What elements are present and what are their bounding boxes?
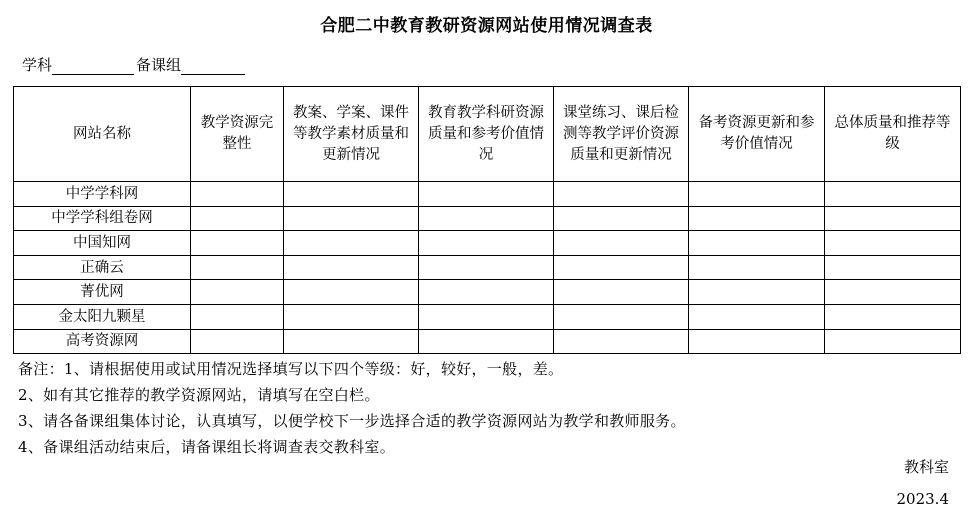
table-header-row (14, 87, 961, 182)
rating-cell[interactable] (689, 231, 825, 256)
table-row (14, 231, 961, 256)
site-name-cell: 正确云 (14, 255, 191, 280)
rating-cell[interactable] (825, 304, 961, 329)
rating-cell[interactable] (191, 231, 284, 256)
rating-cell[interactable] (419, 182, 554, 207)
rating-cell[interactable] (825, 206, 961, 231)
rating-cell[interactable] (191, 255, 284, 280)
rating-cell[interactable] (689, 182, 825, 207)
rating-cell[interactable] (284, 280, 419, 305)
site-name-cell: 中学学科组卷网 (14, 206, 191, 231)
rating-cell[interactable] (554, 255, 689, 280)
site-name-cell: 中学学科网 (14, 182, 191, 207)
header-materials: 教案、学案、课件等教学素材质量和更新情况 (284, 87, 419, 182)
rating-cell[interactable] (825, 329, 961, 354)
header-completeness: 教学资源完整性 (191, 87, 284, 182)
subject-blank (52, 58, 134, 75)
rating-cell[interactable] (554, 329, 689, 354)
group-label: 备课组 (136, 56, 182, 74)
rating-cell[interactable] (284, 182, 419, 207)
table-row (14, 280, 961, 305)
page-title: 合肥二中教育教研资源网站使用情况调查表 (320, 16, 653, 36)
subject-label: 学科 (22, 56, 53, 74)
issue-date: 2023.4 (896, 490, 949, 508)
rating-cell[interactable] (419, 280, 554, 305)
rating-cell[interactable] (689, 255, 825, 280)
rating-cell[interactable] (554, 280, 689, 305)
survey-table (13, 86, 961, 354)
rating-cell[interactable] (284, 329, 419, 354)
rating-cell[interactable] (191, 280, 284, 305)
header-exam-prep: 备考资源更新和参考价值情况 (689, 87, 825, 182)
rating-cell[interactable] (689, 304, 825, 329)
note-line-2: 2、如有其它推荐的教学资源网站，请填写在空白栏。 (18, 386, 380, 404)
rating-cell[interactable] (284, 231, 419, 256)
rating-cell[interactable] (191, 304, 284, 329)
rating-cell[interactable] (419, 206, 554, 231)
note-line-3: 3、请各备课组集体讨论，认真填写，以便学校下一步选择合适的教学资源网站为教学和教师服务。 (18, 412, 686, 430)
header-site-name: 网站名称 (14, 87, 191, 182)
notes (18, 356, 686, 460)
header-research: 教育教学科研资源质量和参考价值情况 (419, 87, 554, 182)
rating-cell[interactable] (554, 304, 689, 329)
note-line-4: 4、备课组活动结束后，请备课组长将调查表交教科室。 (18, 438, 396, 456)
rating-cell[interactable] (689, 280, 825, 305)
header-overall: 总体质量和推荐等级 (825, 87, 961, 182)
rating-cell[interactable] (554, 231, 689, 256)
table-row (14, 255, 961, 280)
table-row (14, 304, 961, 329)
meta-line (22, 54, 245, 75)
rating-cell[interactable] (825, 280, 961, 305)
table-row (14, 182, 961, 207)
rating-cell[interactable] (689, 206, 825, 231)
table-row (14, 329, 961, 354)
rating-cell[interactable] (689, 329, 825, 354)
rating-cell[interactable] (825, 182, 961, 207)
rating-cell[interactable] (191, 329, 284, 354)
rating-cell[interactable] (191, 182, 284, 207)
rating-cell[interactable] (284, 206, 419, 231)
site-name-cell: 中国知网 (14, 231, 191, 256)
issuing-office: 教科室 (903, 458, 949, 476)
table-row (14, 206, 961, 231)
rating-cell[interactable] (419, 231, 554, 256)
rating-cell[interactable] (284, 255, 419, 280)
note-line-1: 备注：1、请根据使用或试用情况选择填写以下四个等级：好，较好，一般，差。 (18, 360, 564, 378)
rating-cell[interactable] (419, 304, 554, 329)
rating-cell[interactable] (554, 182, 689, 207)
rating-cell[interactable] (419, 255, 554, 280)
rating-cell[interactable] (284, 304, 419, 329)
site-name-cell: 高考资源网 (14, 329, 191, 354)
site-name-cell: 菁优网 (14, 280, 191, 305)
rating-cell[interactable] (419, 329, 554, 354)
rating-cell[interactable] (825, 255, 961, 280)
rating-cell[interactable] (191, 206, 284, 231)
site-name-cell: 金太阳九颗星 (14, 304, 191, 329)
header-evaluation: 课堂练习、课后检测等教学评价资源质量和更新情况 (554, 87, 689, 182)
group-blank (181, 58, 245, 75)
rating-cell[interactable] (825, 231, 961, 256)
rating-cell[interactable] (554, 206, 689, 231)
